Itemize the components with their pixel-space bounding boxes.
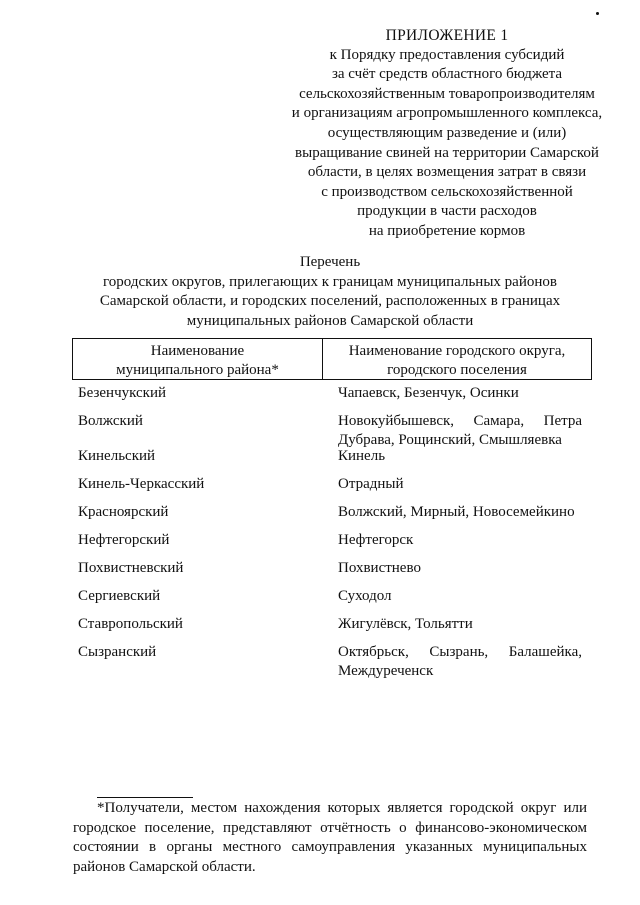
footnote: *Получатели, местом нахождения которых является городской округ или городское поселение, представляют отчётность о финансово-экономическом состоянии в органы местного самоуправления указанных муниципальных районов Самарской области.: [73, 800, 587, 875]
appendix-line: осуществляющим разведение и (или): [327, 124, 567, 141]
appendix-line: выращивание свиней на территории Самарской: [295, 144, 599, 161]
district-name: Нефтегорский: [78, 532, 170, 548]
district-name: Волжский: [78, 413, 143, 429]
appendix-line: области, в целях возмещения затрат в связи: [307, 164, 587, 181]
footnote-divider: [97, 797, 193, 798]
towns-list: Октябрьск, Сызрань, Балашейка, Междуреченск: [338, 644, 582, 679]
header-text: муниципального района*: [116, 361, 279, 378]
district-name: Сергиевский: [78, 588, 161, 604]
towns-list: Жигулёвск, Тольятти: [338, 616, 473, 632]
appendix-line: к Порядку предоставления субсидий: [329, 46, 565, 63]
towns-list: Отрадный: [338, 476, 404, 492]
header-text: Наименование: [150, 343, 245, 359]
list-heading: [60, 253, 600, 331]
list-subtitle-line: муниципальных районов Самарской области: [186, 312, 474, 329]
header-towns-column: [323, 339, 591, 379]
appendix-line: сельскохозяйственным товаропроизводителям: [299, 85, 595, 102]
towns-list: Суходол: [338, 588, 392, 604]
district-name: Кинельский: [78, 448, 156, 464]
header-text: городского поселения: [387, 361, 527, 378]
district-name: Кинель-Черкасский: [78, 476, 205, 492]
appendix-title: ПРИЛОЖЕНИЕ 1: [385, 27, 509, 44]
towns-list: Похвистнево: [338, 560, 421, 576]
district-name: Похвистневский: [78, 560, 184, 576]
towns-list: Кинель: [338, 448, 386, 464]
district-name: Сызранский: [78, 644, 157, 660]
appendix-line: с производством сельскохозяйственной: [321, 183, 573, 200]
list-subtitle-line: городских округов, прилегающих к границам муниципальных районов: [103, 273, 557, 290]
appendix-line: и организациям агропромышленного комплекса,: [291, 105, 603, 122]
header-text: Наименование городского округа,: [348, 343, 566, 359]
appendix-line: за счёт средств областного бюджета: [331, 66, 563, 83]
scan-dot-mark: [596, 12, 599, 15]
towns-list: Волжский, Мирный, Новосемейкино: [338, 504, 575, 520]
appendix-line: на приобретение кормов: [368, 222, 526, 239]
header-district-column: [73, 339, 323, 379]
appendix-line: продукции в части расходов: [357, 203, 537, 220]
list-title: Перечень: [299, 254, 361, 270]
district-name: Ставропольский: [78, 616, 183, 632]
towns-list: Чапаевск, Безенчук, Осинки: [338, 385, 519, 401]
towns-list: Нефтегорск: [338, 532, 414, 548]
district-name: Красноярский: [78, 504, 169, 520]
appendix-header: [282, 26, 612, 242]
list-subtitle-line: Самарской области, и городских поселений, расположенных в границах: [99, 293, 561, 309]
table-header: [72, 338, 592, 380]
towns-list: Новокуйбышевск, Самара, Петра Дубрава, Рощинский, Смышляевка: [338, 413, 582, 448]
district-name: Безенчукский: [78, 385, 167, 401]
